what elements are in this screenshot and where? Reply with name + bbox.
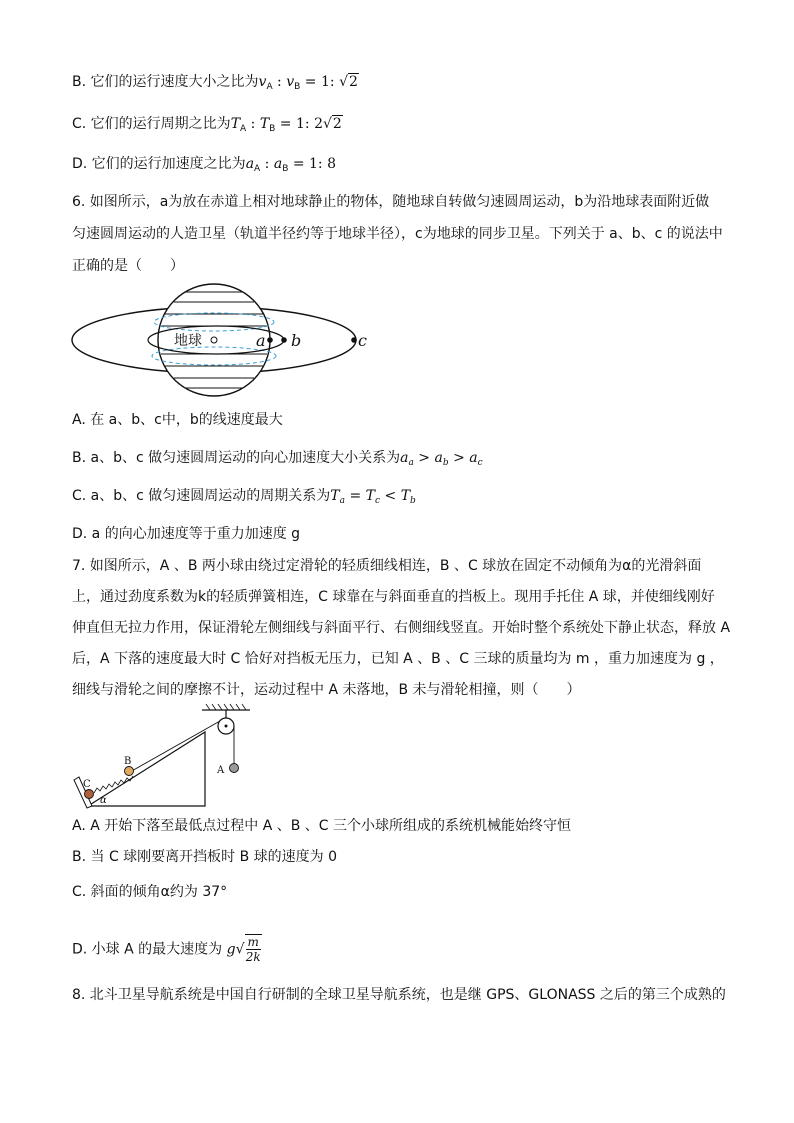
q5-option-c: C. 它们的运行周期之比为$T_A$ : $T_B = 1$: 2√2: [72, 116, 342, 134]
q6-option-b: B. a、b、c 做匀速圆周运动的向心加速度大小关系为$a_a > a_b > a_c$: [72, 450, 483, 468]
label-c: c: [358, 331, 367, 350]
point-b: [281, 337, 287, 343]
q7-option-d: D. 小球 A 的最大速度为 g√ $\frac{m}{2k}$: [72, 935, 261, 964]
label-alpha: α: [100, 795, 107, 806]
earth-center: [211, 337, 217, 343]
earth-label: 地球: [174, 333, 202, 349]
q7-stem-line-2: 上，通过劲度系数为k的轻质弹簧相连，C 球靠在与斜面垂直的挡板上。现用手托住 A 球，并使细线刚好: [72, 589, 715, 605]
pulley-axle: [225, 725, 228, 728]
ball-c: [85, 790, 94, 799]
label-ball-b: B: [124, 756, 132, 767]
q6-stem-line-2: 匀速圆周运动的人造卫星（轨道半径约等于地球半径），c为地球的同步卫星。下列关于 a、b、c 的说法中: [72, 226, 723, 242]
label-ball-a: A: [217, 765, 225, 776]
q5-option-d: D. 它们的运行加速度之比为$a_A$ : $a_B = 1$: 8: [72, 156, 337, 174]
q6-stem-line-3: 正确的是（ ）: [72, 258, 184, 274]
q7-stem-line-5: 细线与滑轮之间的摩擦不计，运动过程中 A 未落地，B 未与滑轮相撞，则（ ）: [72, 682, 581, 698]
q7-option-c: C. 斜面的倾角α约为 37°: [72, 884, 228, 900]
label-ball-c: C: [83, 779, 91, 790]
q6-orbit-figure: [70, 282, 410, 402]
q7-option-b: B. 当 C 球刚要离开挡板时 B 球的速度为 0: [72, 849, 338, 865]
q7-stem-line-1: 7. 如图所示，A 、B 两小球由绕过定滑轮的轻质细线相连，B 、C 球放在固定不动倾角为α的光滑斜面: [72, 558, 702, 574]
ball-a: [230, 764, 239, 773]
q7-option-a: A. A 开始下落至最低点过程中 A 、B 、C 三个小球所组成的系统机械能始终守恒: [72, 818, 572, 834]
q7-stem-line-4: 后，A 下落的速度最大时 C 恰好对挡板无压力，已知 A 、B 、C 三球的质量均为 m ，重力加速度为 g ，: [72, 651, 724, 667]
q6-option-c: C. a、b、c 做匀速圆周运动的周期关系为$T_a = T_c < T_b$: [72, 488, 416, 506]
q7-incline-figure: [70, 702, 250, 810]
q6-option-d: D. a 的向心加速度等于重力加速度 g: [72, 526, 301, 542]
ceiling-hatch: [206, 704, 246, 710]
label-b: b: [291, 331, 302, 350]
q6-stem-line-1: 6. 如图所示，a为放在赤道上相对地球静止的物体，随地球自转做匀速圆周运动，b为沿地球表面附近做: [72, 194, 710, 210]
q8-stem-line-1: 8. 北斗卫星导航系统是中国自行研制的全球卫星导航系统，也是继 GPS、GLONASS 之后的第三个成熟的: [72, 987, 726, 1003]
point-a: [267, 337, 273, 343]
q6-option-a: A. 在 a、b、c中，b的线速度最大: [72, 412, 283, 428]
q7-stem-line-3: 伸直但无拉力作用，保证滑轮左侧细线与斜面平行、右侧细线竖直。开始时整个系统处下静止状态，释放 A: [72, 620, 731, 636]
point-c: [351, 337, 357, 343]
label-a: a: [256, 331, 266, 350]
ball-b: [125, 767, 134, 776]
q5-option-b: B. 它们的运行速度大小之比为$v_A$ : $v_B = 1$: √2: [72, 74, 358, 92]
